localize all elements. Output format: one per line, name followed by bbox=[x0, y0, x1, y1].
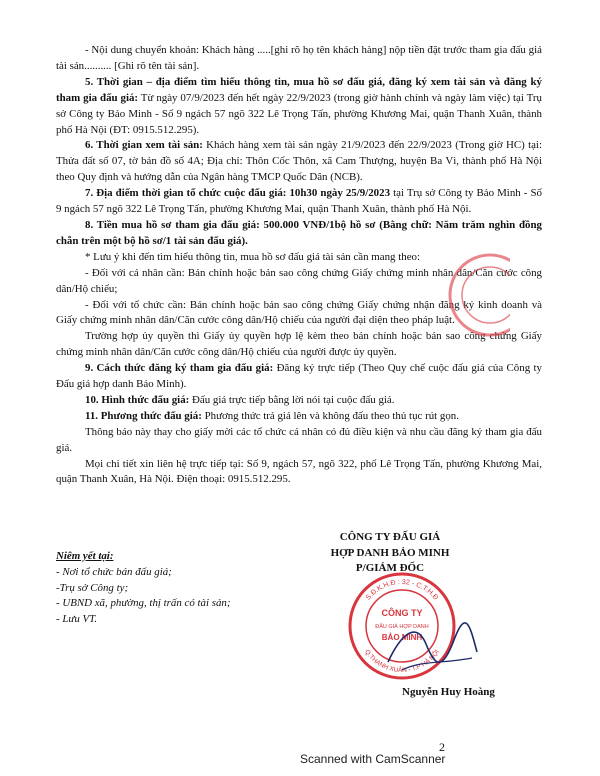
section-5 bbox=[56, 75, 542, 139]
section-9-title: 9. Cách thức đăng ký tham gia đấu giá: bbox=[85, 362, 274, 375]
handwritten-signature-icon bbox=[382, 612, 482, 682]
signer-name: Nguyễn Huy Hoàng bbox=[402, 686, 495, 698]
seal-center-3: BẢO MINH bbox=[381, 633, 423, 642]
page-number: 2 bbox=[439, 740, 445, 754]
bullet-individual: - Đối với cá nhân cần: Bản chính hoặc bản sao công chứng Giấy chứng minh nhân dân/Căn cước công dân/Hộ chiếu; bbox=[56, 266, 542, 295]
posting-item: - UBND xã, phường, thị trấn có tài sản; bbox=[56, 597, 231, 610]
seal-top-text: S.Đ.K.H.Đ : 32 - C.T.H.Đ bbox=[364, 578, 440, 602]
section-5-title: 5. Thời gian – địa điểm tìm hiểu thông tin, mua hồ sơ đấu giá, đăng ký xem tài sản và đăng ký tham gia đấu giá: bbox=[56, 75, 542, 104]
section-9 bbox=[56, 361, 542, 393]
section-5-text: Từ ngày 07/9/2023 đến hết ngày 22/9/2023 (trong giờ hành chính và ngày làm việc) tại Trụ sở Công ty Bảo Minh - Số 9 ngách 57 ngõ 322 Lê Trọng Tấn, phường Khương Mai, quận Thanh Xuân, thành phố Hà Nội (ĐT: 0915.512.295). bbox=[56, 91, 542, 136]
section-8-title: 8. Tiền mua hồ sơ tham gia đấu giá: 500.000 VNĐ/1bộ hồ sơ (Bằng chữ: Năm trăm nghìn đồng chẵn trên một bộ hồ sơ/1 tài sản đấu giá). bbox=[56, 218, 542, 247]
section-6-text: Khách hàng xem tài sản ngày 21/9/2023 đến 22/9/2023 (Trong giờ HC) tại: Thửa đất số 07, tờ bản đồ số 4A; Địa chỉ: Thôn Cốc Thôn, xã Cam Thượng, huyện Ba Vì, thành phố Hà Nội theo Quy định và hướng dẫn của Ngân hàng TMCP Quốc Dân (NCB). bbox=[56, 139, 542, 184]
signer-role: P/GIÁM ĐỐC bbox=[355, 562, 425, 574]
posting-item: -Trụ sở Công ty; bbox=[56, 581, 129, 594]
section-10 bbox=[56, 393, 542, 409]
replacement-notice: Thông báo này thay cho giấy mời các tổ chức cá nhân có đủ điều kiện và nhu cầu đăng ký tham gia đấu giá. bbox=[56, 425, 542, 454]
section-6 bbox=[56, 138, 542, 186]
seal-center-2: ĐẤU GIÁ HỢP DANH bbox=[375, 624, 429, 630]
contact-line: Mọi chi tiết xin liên hệ trực tiếp tại: Số 9, ngách 57, ngõ 322, phố Lê Trọng Tấn, phường Khương Mai, quận Thanh Xuân, Hà Nội. Điện thoại: 0915.512.295. bbox=[56, 457, 542, 486]
section-11 bbox=[56, 409, 542, 425]
section-9-text: Đăng ký trực tiếp (Theo Quy chế cuộc đấu giá của Công ty Đấu giá hợp danh Bảo Minh). bbox=[56, 362, 542, 391]
transfer-content-line: - Nội dung chuyển khoản: Khách hàng .....[ghi rõ họ tên khách hàng] nộp tiền đặt trước tham gia đấu giá tài sản.......... [Ghi rõ tên tài sản]. bbox=[56, 44, 542, 72]
posting-item: - Nơi tổ chức bán đấu giá; bbox=[56, 565, 172, 578]
posting-heading: Niêm yết tại: bbox=[56, 550, 114, 562]
company-name-line1: CÔNG TY ĐẤU GIÁ bbox=[339, 531, 441, 543]
note-line: * Lưu ý khi đến tìm hiểu thông tin, mua hồ sơ đấu giá tài sản cần mang theo: bbox=[85, 250, 420, 263]
section-7-text: tại Trụ sở Công ty Bảo Minh - Số 9 ngách 57 ngõ 322 Lê Trọng Tấn, phường Khương Mai, quận Thanh Xuân, thành phố Hà Nội. bbox=[56, 187, 542, 216]
section-10-title: 10. Hình thức đấu giá: bbox=[85, 393, 190, 406]
seal-bottom-text: Q.THANH XUÂN - T.P HÀ NỘI bbox=[363, 648, 441, 675]
authorization-line: Trường hợp ủy quyền thì Giấy ủy quyền hợp lệ kèm theo bản chính hoặc bản sao công chứng Giấy chứng minh nhân dân/Căn cước công dân/Hộ chiếu của người được ủy quyền. bbox=[56, 330, 542, 359]
posting-item: - Lưu VT. bbox=[56, 613, 98, 626]
section-11-text: Phương thức trả giá lên và không đấu theo thủ tục rút gọn. bbox=[201, 409, 459, 422]
posting-notice bbox=[56, 549, 296, 628]
section-6-title: 6. Thời gian xem tài sản: bbox=[85, 139, 203, 152]
section-11-title: 11. Phương thức đấu giá: bbox=[85, 409, 202, 422]
scanner-watermark: Scanned with CamScanner bbox=[300, 752, 446, 766]
section-8 bbox=[56, 218, 542, 250]
section-7 bbox=[56, 186, 542, 218]
partial-stamp-icon bbox=[440, 250, 510, 340]
seal-center-1: CÔNG TY bbox=[381, 608, 423, 618]
section-10-text: Đấu giá trực tiếp bằng lời nói tại cuộc đấu giá. bbox=[189, 393, 395, 406]
section-7-title: 7. Địa điểm thời gian tổ chức cuộc đấu giá: 10h30 ngày 25/9/2023 bbox=[85, 187, 391, 200]
bullet-organization: - Đối với tổ chức cần: Bản chính hoặc bản sao công chứng Giấy chứng nhận đăng ký kinh doanh và Giấy chứng minh nhân dân/Căn cước công dân/Hộ chiếu của người đại diện theo pháp luật. bbox=[56, 298, 542, 327]
company-name-line2: HỢP DANH BẢO MINH bbox=[330, 546, 450, 559]
